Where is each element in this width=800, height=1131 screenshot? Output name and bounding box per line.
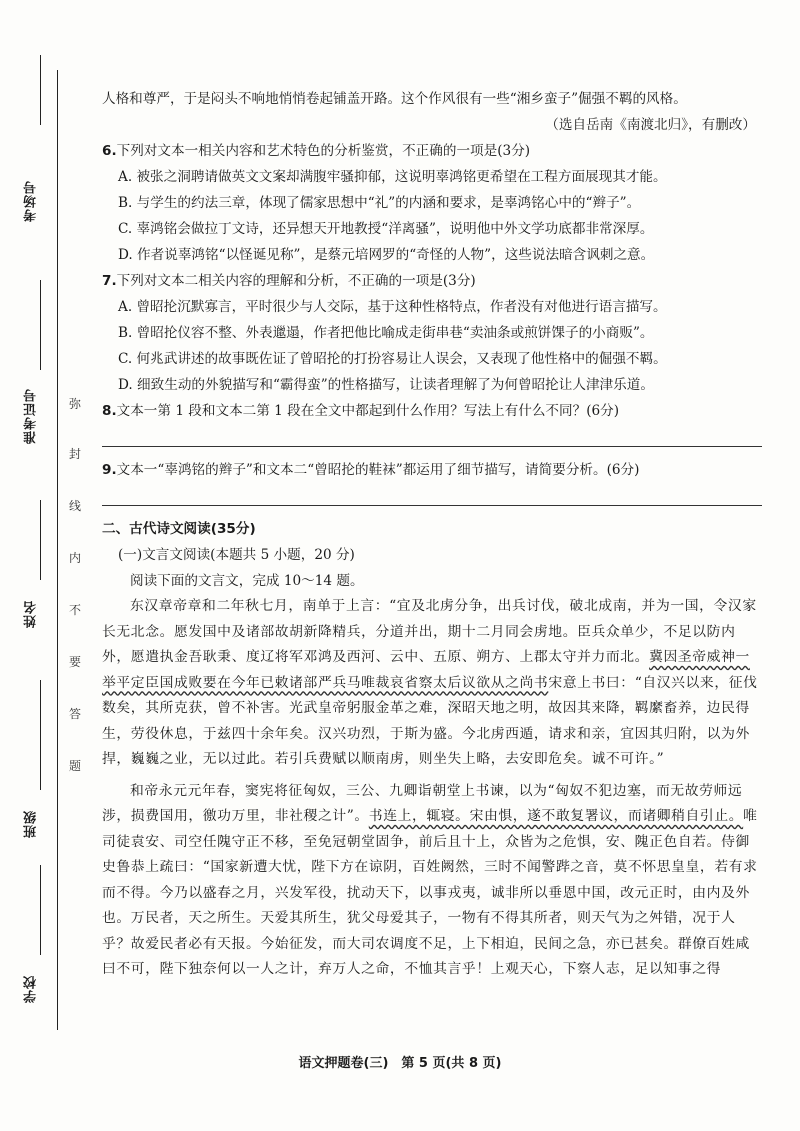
question-6: [102, 138, 762, 164]
q7-option-a: A. 曾昭抡沉默寡言，平时很少与人交际，基于这种性格特点，作者没有对他进行语言描写。: [118, 299, 667, 315]
answer-line[interactable]: [102, 446, 762, 447]
question-number: 8.: [102, 403, 117, 419]
classical-text: 宋意上书曰：“自汉兴以来，征伐数矣，其所克获，曾不补害。光武皇帝躬服金革之难，深昭天地之明，故因其来降，羁縻畜养，边民得生，劳役休息，于兹四十余年矣。汉兴功烈，于斯为盛。今北虏西遁，请求和亲，宜因其归附，以为外捍，巍巍之业，无以过此。若引兵费赋以顺南虏，则坐失上略，去安即危矣。诚不可许。”: [102, 674, 758, 767]
field-line: [40, 55, 41, 125]
question-9: [102, 457, 762, 483]
field-line: [40, 500, 41, 580]
question-stem: 文本一“辜鸿铭的辫子”和文本二“曾昭抡的鞋袜”都运用了细节描写，请简要分析。(6分): [116, 462, 640, 478]
label-exam-room: 考场号: [24, 180, 39, 222]
q7-option-c: C. 何兆武讲述的故事既佐证了曾昭抡的打扮容易让人误会，又表现了他性格中的倔强不羁。: [118, 351, 667, 367]
seal-char: 题: [68, 759, 81, 773]
classical-text: 东汉章帝章和二年秋七月，南单于上言：“宜及北虏分争，出兵讨伐，破北成南，并为一国，令汉家长无北念。愿发国中及诸部故胡新降精兵，分道并出，期十二月同会虏地。臣兵众单少，不足以防内外，愿遣执金吾耿秉、度辽将军邓鸿及西河、云中、五原、朔方、上郡太守并力而北。: [102, 598, 757, 665]
question-number: 7.: [102, 273, 117, 289]
classical-paragraph-2: [102, 779, 762, 983]
seal-char: 答: [68, 707, 81, 721]
seal-char: 封: [68, 447, 81, 461]
section-title: 二、古代诗文阅读(35分): [102, 521, 256, 537]
answer-line[interactable]: [102, 505, 762, 506]
wavy-underlined-sentence: 冀因圣帝威神一举平定臣国成败要在今年已敕诸部严兵马唯裁哀省察太后议欲从之尚书: [102, 649, 750, 691]
seal-char: 线: [68, 499, 81, 513]
instruction: 阅读下面的文言文，完成 10～14 题。: [130, 573, 364, 589]
page-footer: 语文押题卷(三) 第 5 页(共 8 页): [298, 1056, 502, 1071]
field-line: [40, 680, 41, 790]
q6-option-b: B. 与学生的约法三章，体现了儒家思想中“礼”的内涵和要求，是辜鸿铭心中的“辫子”。: [118, 195, 641, 211]
seal-char: 弥: [68, 397, 81, 411]
seal-char: 内: [68, 551, 81, 565]
label-name: 姓名: [24, 600, 39, 628]
question-number: 9.: [102, 462, 117, 478]
field-line: [40, 280, 41, 370]
seal-char: 要: [68, 655, 81, 669]
field-line: [40, 865, 41, 955]
q7-option-d: D. 细致生动的外貌描写和“霸得蛮”的性格描写，让读者理解了为何曾昭抡让人津津乐道。: [118, 377, 654, 393]
binding-line: [57, 70, 58, 1030]
question-number: 6.: [102, 143, 117, 159]
q6-option-a: A. 被张之洞聘请做英文文案却满腹牢骚抑郁，这说明辜鸿铭更希望在工程方面展现其才能。: [118, 169, 667, 185]
q6-option-c: C. 辜鸿铭会做拉丁文诗，还异想天开地教授“洋离骚”，说明他中外文学功底都非常深厚。: [118, 221, 654, 237]
question-8: [102, 398, 762, 424]
passage-last-line: 人格和尊严，于是闷头不响地悄悄卷起铺盖开路。这个作风很有一些“湘乡蛮子”倔强不羁的风格。: [102, 91, 687, 107]
classical-text: 和帝永元元年春，窦宪将征匈奴，三公、九卿诣朝堂上书谏，以为“匈奴不犯边塞，而无故劳师远涉，损费国用，徼功万里，非社稷之计”。: [102, 782, 743, 824]
question-stem: 下列对文本二相关内容的理解和分析，不正确的一项是(3分): [116, 273, 476, 289]
classical-text: 唯司徒袁安、司空任隗守正不移，至免冠朝堂固争，前后且十上，众皆为之危惧，安、隗正色自若。侍御史鲁恭上疏曰：“国家新遭大忧，陛下方在谅阴，百姓阙然，三时不闻警跸之音，莫不怀思皇皇，若有求而不得。今乃以盛春之月，兴发军役，扰动天下，以事戎夷，诚非所以垂恩中国，改元正时，由内及外也。万民者，天之所生。天爱其所生，犹父母爱其子，一物有不得其所者，则天气为之舛错，况于人乎？故爱民者必有天报。今始征发，而大司农调度不足，上下相迫，民间之急，亦已甚矣。群僚百姓咸曰不可，陛下独奈何以一人之计，弃万人之命，不恤其言乎！上观天心，下察人志，足以知事之得: [102, 808, 758, 977]
subsection-title: (一)文言文阅读(本题共 5 小题，20 分): [118, 547, 355, 563]
q7-option-b: B. 曾昭抡仪容不整、外表邋遢，作者把他比喻成走街串巷“卖油条或煎饼馃子的小商贩”。: [118, 325, 654, 341]
label-class: 班级: [24, 810, 39, 838]
passage-source: （选自岳南《南渡北归》，有删改）: [545, 117, 756, 133]
label-school: 学校: [24, 975, 39, 1003]
question-stem: 下列对文本一相关内容和艺术特色的分析鉴赏，不正确的一项是(3分): [116, 143, 531, 159]
main-content: [102, 86, 762, 983]
label-admission-number: 准考证号: [24, 388, 39, 444]
seal-line-text: [68, 395, 82, 797]
underlined-sentence: 书连上，辄寝。宋由惧，遂不敢复署议，而诸卿稍自引止。: [368, 808, 744, 824]
question-7: [102, 268, 762, 294]
seal-char: 不: [68, 603, 81, 617]
question-stem: 文本一第 1 段和文本二第 1 段在全文中都起到什么作用？写法上有什么不同？(6分): [116, 403, 620, 419]
classical-paragraph-1: [102, 594, 762, 773]
q6-option-d: D. 作者说辜鸿铭“以怪诞见称”，是蔡元培网罗的“奇怪的人物”，这些说法暗含讽刺之意。: [118, 247, 655, 263]
